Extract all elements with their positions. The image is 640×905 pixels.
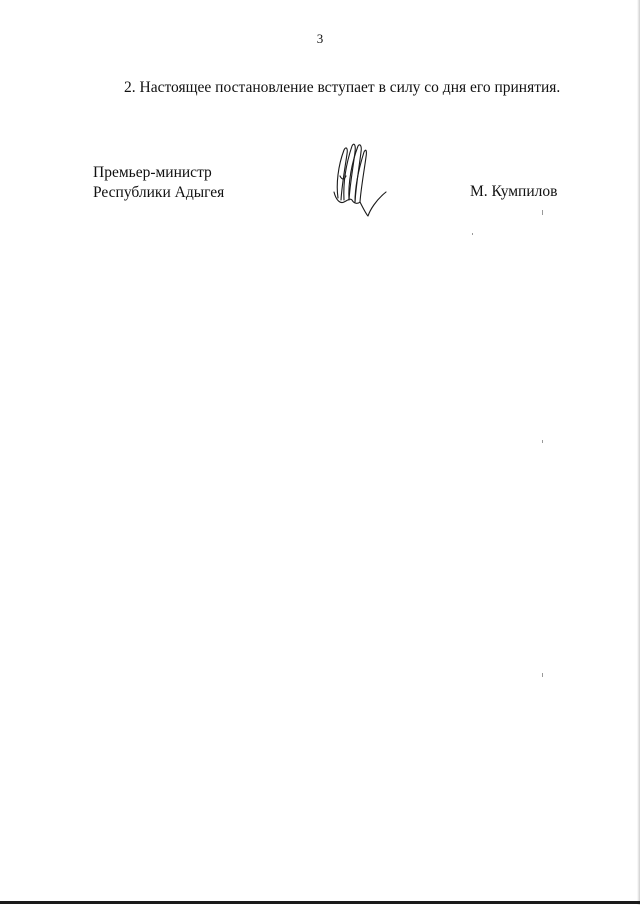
scan-speck: [542, 210, 543, 215]
page-number: 3: [316, 31, 324, 46]
scan-edge-bottom: [0, 901, 640, 904]
scan-speck: [542, 440, 543, 443]
signer-title-line-2: Республики Адыгея: [93, 184, 225, 201]
signer-title-line-1: Премьер-министр: [93, 164, 212, 181]
signer-title: [93, 163, 224, 203]
handwritten-signature: [330, 140, 388, 218]
scan-speck: [472, 233, 473, 235]
decree-paragraph-2: 2. Настоящее постановление вступает в силу со дня его принятия.: [124, 79, 561, 96]
signer-name: М. Кумпилов: [470, 183, 558, 200]
scan-speck: [542, 673, 543, 677]
